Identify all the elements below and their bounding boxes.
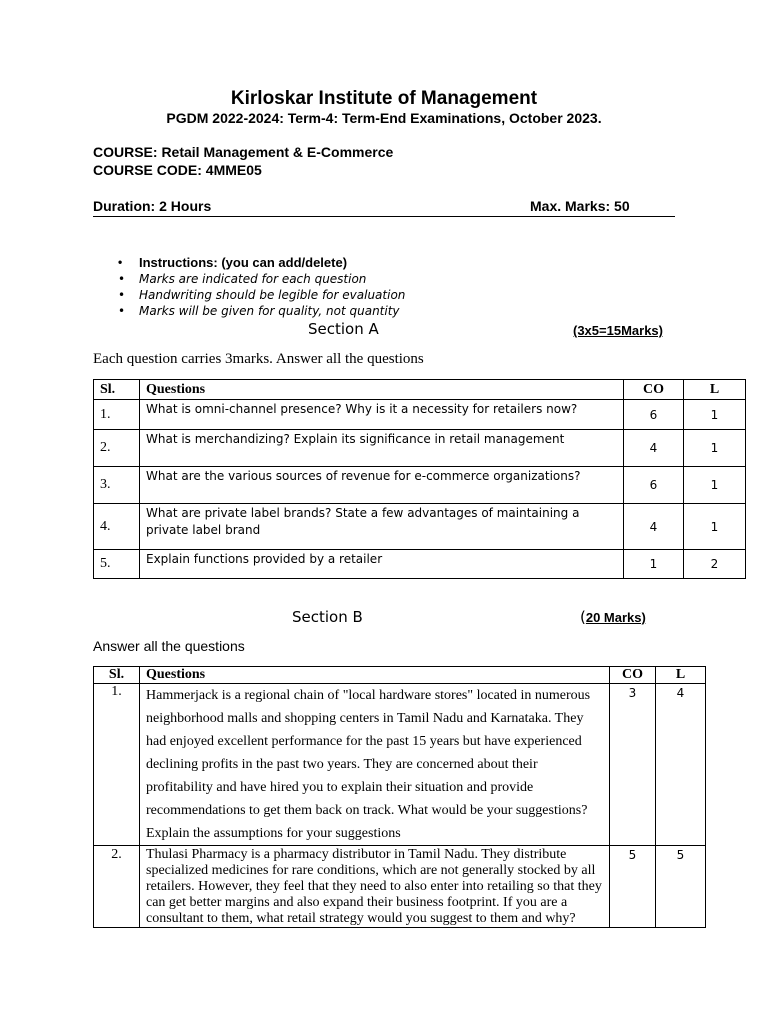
row-question: Hammerjack is a regional chain of "local hardware stores" located in numerous neighborhood malls and shopping centers in Tamil Nadu and Karnataka. They had enjoyed excellent performance for the past 15 years but have experienced declining profits in the past two years. They are concerned about their profitability and have hired you to explain their situation and provide recommendations to get them back on track. What would be your suggestions? Explain the assumptions for your suggestions: [140, 684, 610, 846]
table-row: [94, 846, 706, 928]
row-question: What is merchandizing? Explain its significance in retail management: [140, 430, 624, 467]
section-b-note: Answer all the questions: [93, 638, 245, 654]
row-sl: 2.: [94, 846, 140, 928]
table-header-row: [94, 667, 706, 684]
row-co: 5: [610, 846, 656, 928]
row-sl: 1.: [94, 400, 140, 430]
institute-title: Kirloskar Institute of Management: [230, 88, 538, 109]
row-l: 1: [684, 430, 746, 467]
row-l: 2: [684, 550, 746, 579]
row-sl: 5.: [94, 550, 140, 579]
duration-row: [93, 198, 675, 217]
header-l: L: [656, 667, 706, 684]
instruction-item: • Handwriting should be legible for evaluation: [118, 287, 405, 303]
row-co: 6: [624, 400, 684, 430]
section-a-table: [93, 379, 746, 579]
course-code: COURSE CODE: 4MME05: [93, 162, 262, 178]
row-l: 5: [656, 846, 706, 928]
header-sl: Sl.: [94, 667, 140, 684]
instruction-item: • Marks will be given for quality, not quantity: [118, 303, 405, 319]
section-a-marks: (3x5=15Marks): [573, 323, 663, 338]
row-sl: 1.: [94, 684, 140, 846]
section-b-table: [93, 666, 706, 928]
row-l: 1: [684, 504, 746, 550]
course-name: COURSE: Retail Management & E-Commerce: [93, 144, 394, 160]
row-co: 4: [624, 504, 684, 550]
section-b-title: Section B: [292, 608, 363, 626]
instructions-list: [118, 254, 405, 319]
row-l: 1: [684, 400, 746, 430]
exam-subtitle: PGDM 2022-2024: Term-4: Term-End Examinations, October 2023.: [166, 110, 602, 126]
table-row: [94, 467, 746, 504]
row-sl: 2.: [94, 430, 140, 467]
table-row: [94, 430, 746, 467]
section-b-marks-wrap: [580, 608, 646, 627]
section-b-marks-paren: (: [580, 608, 586, 626]
max-marks-text: Max. Marks: 50: [530, 198, 630, 214]
header-l: L: [684, 380, 746, 400]
row-co: 4: [624, 430, 684, 467]
row-co: 3: [610, 684, 656, 846]
table-row: [94, 550, 746, 579]
duration-text: Duration: 2 Hours: [93, 198, 212, 214]
table-row: [94, 504, 746, 550]
row-question: What are the various sources of revenue for e-commerce organizations?: [140, 467, 624, 504]
header-co: CO: [624, 380, 684, 400]
instruction-item: • Marks are indicated for each question: [118, 271, 405, 287]
row-question: Thulasi Pharmacy is a pharmacy distributor in Tamil Nadu. They distribute specialized medicines for rare conditions, which are not generally stocked by all retailers. However, they feel that they need to also enter into retailing so that they can get better margins and also expand their business footprint. If you are a consultant to them, what retail strategy would you suggest to them and why?: [140, 846, 610, 928]
row-l: 4: [656, 684, 706, 846]
row-question: What are private label brands? State a few advantages of maintaining a private label brand: [140, 504, 624, 550]
row-l: 1: [684, 467, 746, 504]
row-sl: 4.: [94, 504, 140, 550]
section-a-title: Section A: [308, 320, 379, 338]
row-co: 6: [624, 467, 684, 504]
header-questions: Questions: [140, 380, 624, 400]
header-sl: Sl.: [94, 380, 140, 400]
section-a-note: Each question carries 3marks. Answer all the questions: [93, 351, 424, 367]
row-question: Explain functions provided by a retailer: [140, 550, 624, 579]
instruction-item: • Instructions: (you can add/delete): [118, 254, 405, 271]
table-row: [94, 684, 706, 846]
header-questions: Questions: [140, 667, 610, 684]
section-b-marks: 20 Marks): [585, 610, 646, 625]
table-header-row: [94, 380, 746, 400]
row-question: What is omni-channel presence? Why is it a necessity for retailers now?: [140, 400, 624, 430]
header-co: CO: [610, 667, 656, 684]
row-co: 1: [624, 550, 684, 579]
table-row: [94, 400, 746, 430]
row-sl: 3.: [94, 467, 140, 504]
